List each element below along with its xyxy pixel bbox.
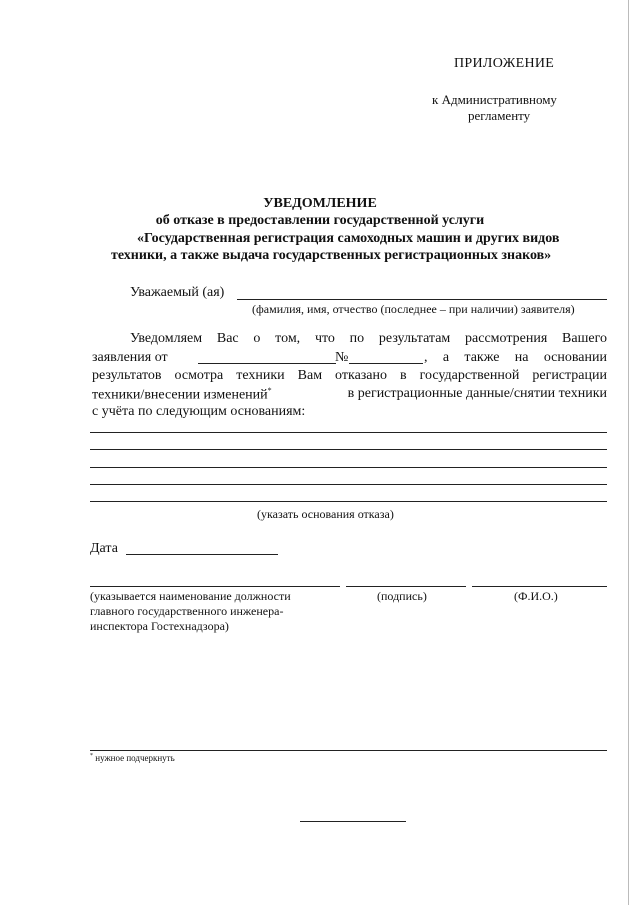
title-line2: «Государственная регистрация самоходных машин и других видов: [137, 231, 560, 246]
appendix-heading: ПРИЛОЖЕНИЕ: [454, 56, 555, 71]
body-line4-part2: в регистрационные данные/снятии техники: [347, 386, 607, 401]
body-line5: с учёта по следующим основаниям:: [92, 404, 306, 419]
scan-edge: [628, 0, 629, 905]
document-title: УВЕДОМЛЕНИЕ: [263, 196, 377, 211]
date-label: Дата: [90, 541, 118, 556]
footnote-text: нужное подчеркнуть: [93, 753, 175, 763]
application-number-line: [349, 363, 423, 364]
position-hint-line2: главного государственного инженера-: [90, 604, 284, 618]
signature-hint: (подпись): [377, 589, 427, 603]
body-line4-part1: [92, 386, 272, 404]
body-line4: [92, 386, 607, 404]
greeting-label: Уважаемый (ая): [130, 285, 225, 300]
fio-line: [472, 586, 607, 587]
footnote-mark: *: [267, 386, 272, 395]
reasons-hint: (указать основания отказа): [257, 507, 394, 521]
body-line3: результатов осмотра техники Вам отказано в государственной регистрации: [92, 368, 607, 383]
footnote: [90, 753, 175, 763]
body-line4-text: техники/внесении изменений: [92, 387, 268, 403]
body-line2-start: заявления от: [92, 350, 168, 365]
applicant-name-hint: (фамилия, имя, отчество (последнее – при наличии) заявителя): [252, 302, 575, 316]
body-line2-end: , а также на основании: [424, 350, 607, 365]
reason-line: [90, 467, 607, 468]
position-line: [90, 586, 340, 587]
footnote-separator: [90, 750, 607, 751]
reason-line: [90, 484, 607, 485]
position-hint-line3: инспектора Гостехнадзора): [90, 619, 229, 633]
title-line3: техники, а также выдача государственных регистрационных знаков»: [111, 248, 552, 263]
reason-line: [90, 449, 607, 450]
application-date-line: [198, 363, 336, 364]
position-hint-line1: (указывается наименование должности: [90, 589, 291, 603]
fio-hint: (Ф.И.О.): [514, 589, 558, 603]
signature-line: [346, 586, 466, 587]
body-line1: Уведомляем Вас о том, что по результатам рассмотрения Вашего: [130, 331, 607, 346]
appendix-to-line2: регламенту: [468, 108, 531, 123]
applicant-name-line: [237, 299, 607, 300]
footnote-mark: *: [90, 753, 93, 759]
reason-line: [90, 501, 607, 502]
title-line1: об отказе в предоставлении государственной услуги: [155, 213, 485, 228]
reason-line: [90, 432, 607, 433]
body-line2-number-sign: №: [335, 350, 349, 365]
date-line: [126, 554, 278, 555]
appendix-to-line1: к Административному: [432, 92, 557, 107]
closing-line: [300, 821, 406, 822]
